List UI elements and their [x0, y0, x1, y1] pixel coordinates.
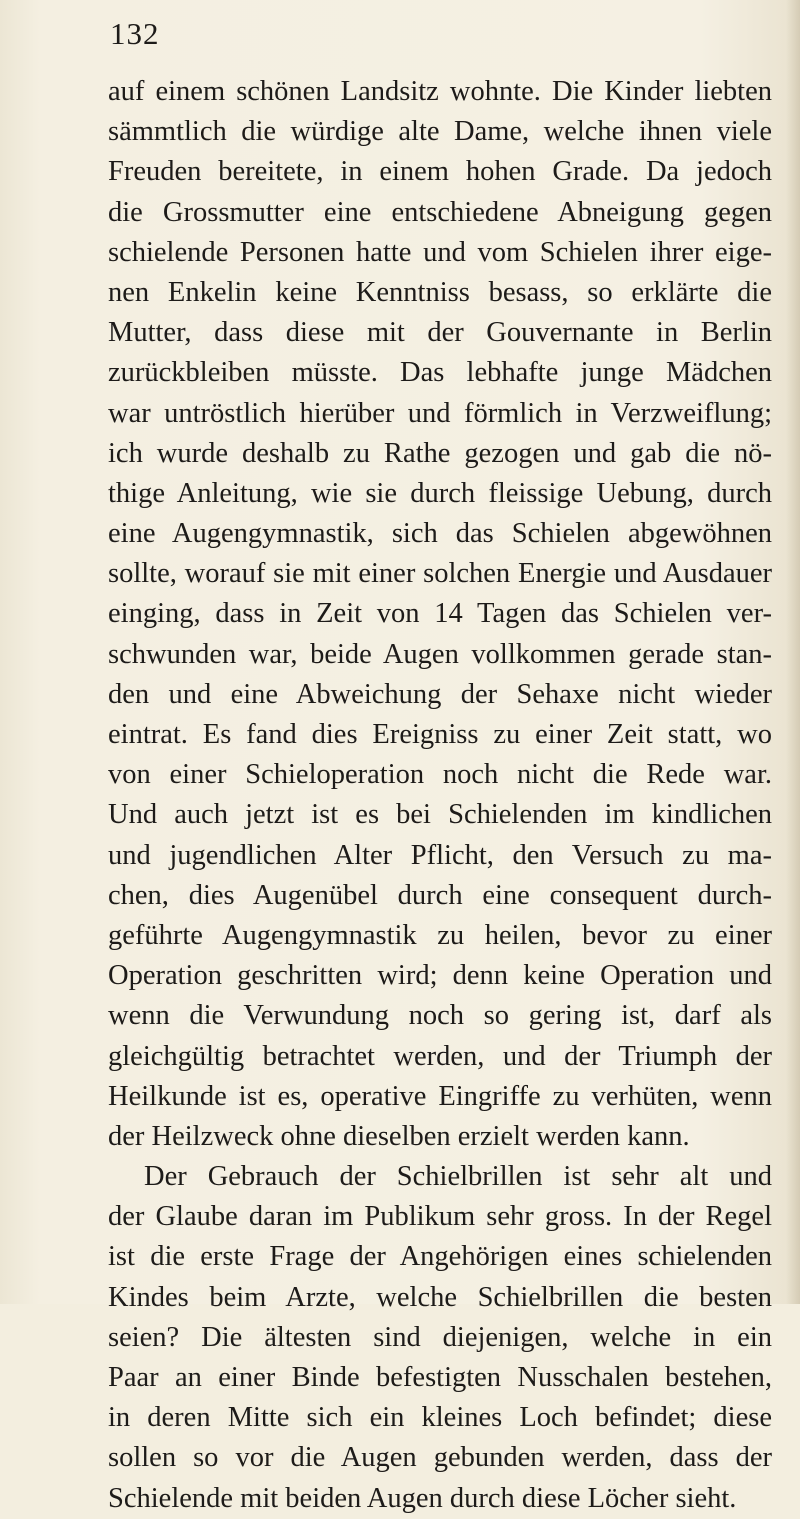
page-number: 132	[110, 16, 160, 51]
text-line: Kindes beim Arzte, welche Schielbrillen die besten	[108, 1281, 772, 1313]
text-line: auf einem schönen Landsitz wohnte. Die Kinder liebten	[108, 76, 772, 107]
text-line: nen Enkelin keine Kenntniss besass, so erklärte die	[108, 276, 772, 308]
text-line: war untröstlich hierüber und förmlich in Verzweiflung;	[108, 397, 772, 429]
text-line: ich wurde deshalb zu Rathe gezogen und gab die nö-	[108, 437, 772, 469]
text-line: zurückbleiben müsste. Das lebhafte junge Mädchen	[108, 357, 772, 389]
text-line: von einer Schieloperation noch nicht die Rede war.	[108, 759, 772, 791]
paragraph-end-line: der Heilzweck ohne dieselben erzielt werden kann.	[108, 1120, 690, 1152]
page-edge-shadow	[786, 0, 800, 1304]
text-line: thige Anleitung, wie sie durch fleissige Uebung, durch	[108, 477, 772, 509]
text-line: eine Augengymnastik, sich das Schielen abgewöhnen	[108, 518, 772, 550]
text-line: ist die erste Frage der Angehörigen eines schielenden	[108, 1241, 772, 1273]
paragraph-start-line: Der Gebrauch der Schielbrillen ist sehr alt und	[144, 1161, 772, 1193]
text-line: Freuden bereitete, in einem hohen Grade. Da jedoch	[108, 156, 772, 188]
text-line: sollen so vor die Augen gebunden werden, dass der	[108, 1442, 772, 1474]
text-line: gleichgültig betrachtet werden, und der Triumph der	[108, 1040, 772, 1072]
text-line: schielende Personen hatte und vom Schielen ihrer eige-	[108, 236, 772, 268]
text-line: schwunden war, beide Augen vollkommen gerade stan-	[108, 638, 772, 670]
text-line: die Grossmutter eine entschiedene Abneigung gegen	[108, 196, 772, 228]
text-line: chen, dies Augenübel durch eine consequent durch-	[108, 879, 772, 911]
body-text	[108, 72, 772, 1519]
text-line: Heilkunde ist es, operative Eingriffe zu verhüten, wenn	[108, 1080, 772, 1112]
text-line: Operation geschritten wird; denn keine Operation und	[108, 960, 772, 992]
paragraph-end-line: Schielende mit beiden Augen durch diese Löcher sieht.	[108, 1482, 737, 1514]
text-line: Paar an einer Binde befestigten Nusschalen bestehen,	[108, 1362, 772, 1393]
text-line: seien? Die ältesten sind diejenigen, welche in ein	[108, 1321, 772, 1353]
text-line: in deren Mitte sich ein kleines Loch befindet; diese	[108, 1402, 772, 1434]
text-line: Mutter, dass diese mit der Gouvernante in Berlin	[108, 317, 772, 349]
text-line: sollte, worauf sie mit einer solchen Energie und Ausdauer	[108, 558, 772, 590]
text-line: geführte Augengymnastik zu heilen, bevor zu einer	[108, 919, 772, 951]
text-line: den und eine Abweichung der Sehaxe nicht wieder	[108, 678, 772, 710]
text-line: der Glaube daran im Publikum sehr gross. In der Regel	[108, 1201, 772, 1233]
text-line: wenn die Verwundung noch so gering ist, darf als	[108, 1000, 772, 1032]
text-line: sämmtlich die würdige alte Dame, welche ihnen viele	[108, 116, 772, 148]
text-line: und jugendlichen Alter Pflicht, den Versuch zu ma-	[108, 839, 772, 871]
text-line: einging, dass in Zeit von 14 Tagen das Schielen ver-	[108, 598, 772, 630]
text-line: Und auch jetzt ist es bei Schielenden im kindlichen	[108, 799, 772, 831]
text-line: eintrat. Es fand dies Ereigniss zu einer Zeit statt, wo	[108, 719, 772, 750]
